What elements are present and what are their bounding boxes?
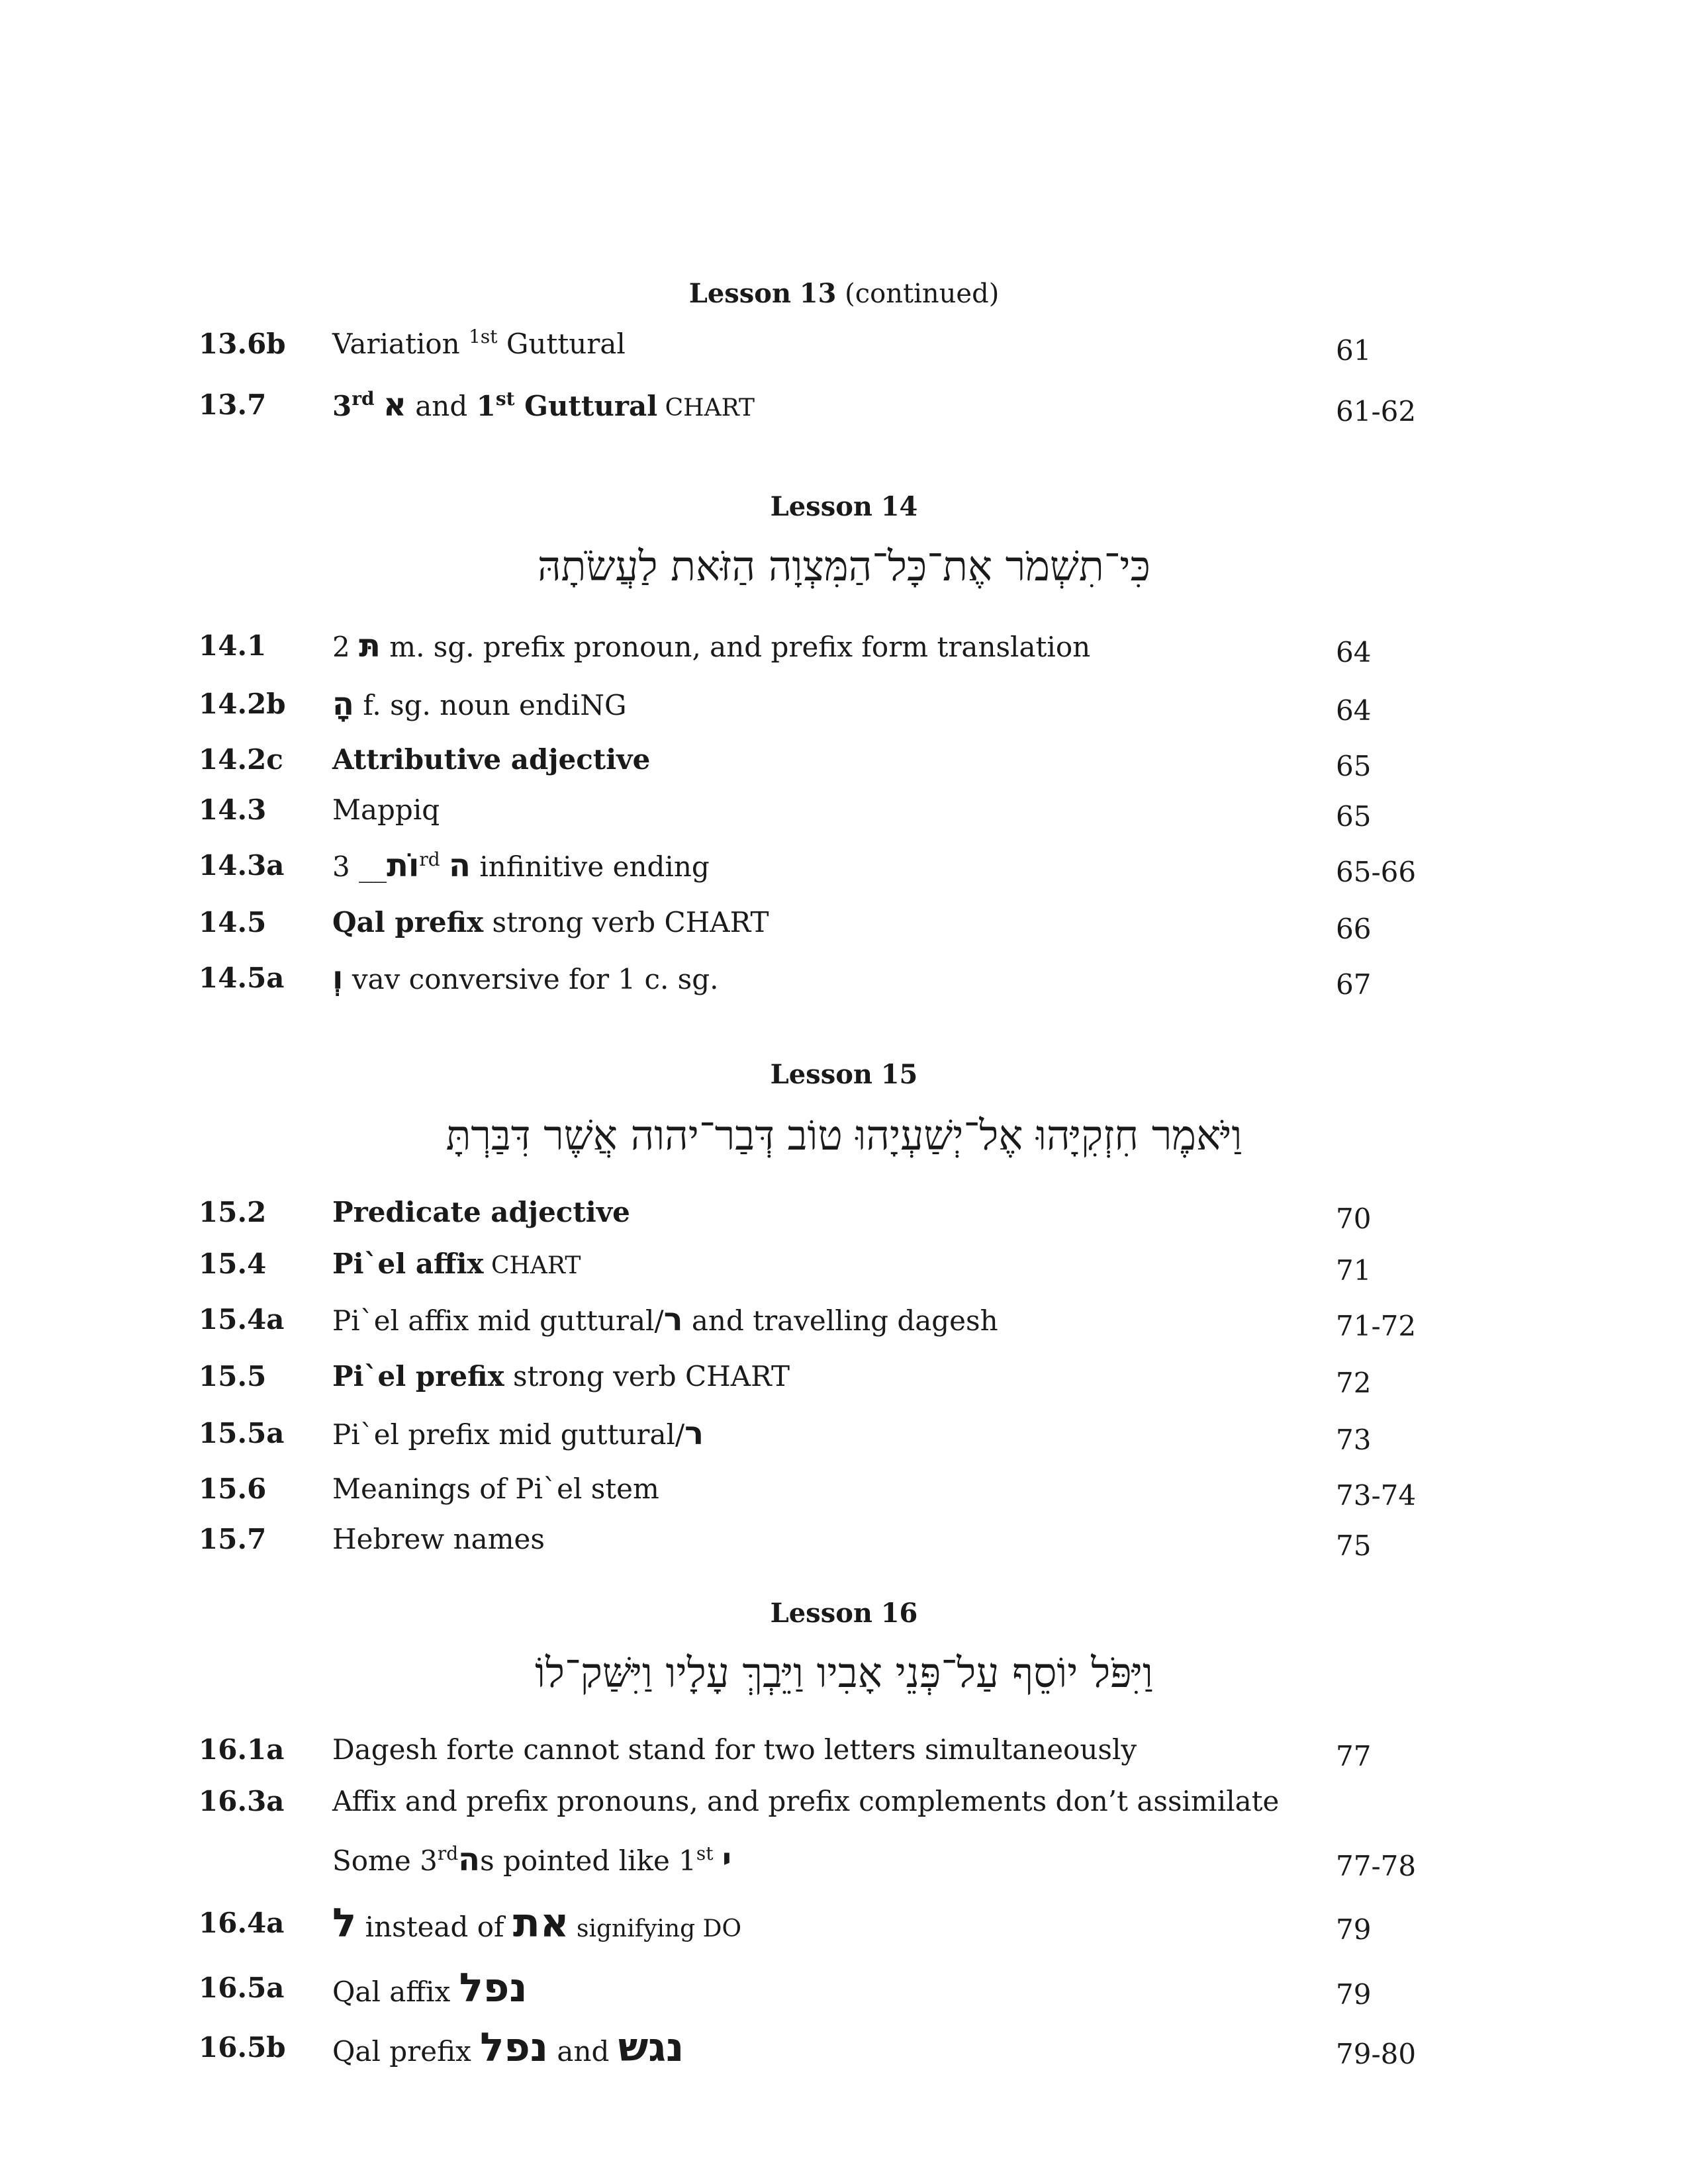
toc-entry bbox=[0, 1415, 1688, 1456]
lesson-16-hebrew-verse: וַיִּפֹּל יוֹסֵף עַל־פְּנֵי אָבִיו וַיֵּבְךְּ עָלָיו וַיִּשַּׁק־לוֹ bbox=[535, 1649, 1153, 1697]
section-number: 16.4a bbox=[199, 1907, 285, 1939]
page-number: 79-80 bbox=[1336, 2038, 1417, 2070]
lesson-word: Lesson bbox=[770, 491, 872, 522]
toc-entry bbox=[0, 960, 1688, 1001]
section-number: 14.3 bbox=[199, 794, 267, 826]
section-title: תּ 2 m. sg. prefix pronoun, and prefix form translation bbox=[332, 627, 1091, 664]
toc-entry bbox=[0, 2025, 1688, 2071]
lesson-number: 15 bbox=[880, 1059, 918, 1090]
lesson-word: Lesson bbox=[688, 278, 792, 309]
section-number: 14.5 bbox=[199, 906, 267, 938]
page-number: 72 bbox=[1336, 1367, 1372, 1399]
section-title: Qal prefix נפל and נגש bbox=[332, 2025, 684, 2071]
toc-entry bbox=[0, 1471, 1688, 1512]
section-title: Pi`el affix mid guttural/ר and travelling dagesh bbox=[332, 1301, 998, 1338]
lesson-note: (continued) bbox=[845, 279, 1000, 309]
section-number: 13.7 bbox=[199, 388, 267, 421]
section-number: 15.4 bbox=[199, 1248, 267, 1280]
lesson-14-heading bbox=[0, 491, 1688, 523]
section-number: 14.3a bbox=[199, 849, 285, 882]
section-title: Pi`el affix CHART bbox=[332, 1248, 581, 1280]
lesson-number: 14 bbox=[880, 491, 918, 522]
section-title: Variation $^{1st}$ Guttural bbox=[332, 326, 626, 360]
toc-entry bbox=[0, 326, 1688, 367]
section-title: Attributive adjective bbox=[332, 743, 651, 776]
page-number: 67 bbox=[1336, 968, 1372, 1001]
lesson-16-heading bbox=[0, 1598, 1688, 1629]
page-number: 73 bbox=[1336, 1424, 1372, 1456]
section-title: וְ vav conversive for 1 c. sg. bbox=[332, 960, 719, 997]
page-number: 71 bbox=[1336, 1254, 1372, 1287]
toc-entry bbox=[0, 1731, 1688, 1772]
section-number: 14.2c bbox=[199, 743, 283, 776]
section-title: Some 3rdהs pointed like 1st י bbox=[332, 1841, 732, 1878]
section-title: וֹת__ 3 $^{rd}$ ה infinitive ending bbox=[332, 847, 710, 884]
page-number: 77-78 bbox=[1336, 1850, 1417, 1882]
section-number: 15.6 bbox=[199, 1473, 267, 1505]
section-number: 15.4a bbox=[199, 1303, 285, 1336]
toc-entry-continuation bbox=[0, 1841, 1688, 1882]
toc-entry bbox=[0, 1301, 1688, 1342]
toc-entry bbox=[0, 1965, 1688, 2011]
section-title: 3rd א and 1st Guttural CHART bbox=[332, 387, 755, 424]
lesson-13-heading bbox=[0, 278, 1688, 310]
section-number: 15.7 bbox=[199, 1523, 267, 1555]
page-number: 71-72 bbox=[1336, 1310, 1417, 1342]
section-title: Pi`el prefix mid guttural/ר bbox=[332, 1415, 704, 1452]
lesson-15-heading bbox=[0, 1059, 1688, 1091]
hebrew-letter: א bbox=[383, 387, 406, 424]
page-number: 70 bbox=[1336, 1203, 1372, 1235]
page-number: 65-66 bbox=[1336, 856, 1417, 888]
section-title: Qal prefix strong verb CHART bbox=[332, 906, 769, 938]
page-number: 65 bbox=[1336, 800, 1372, 833]
toc-entry bbox=[0, 1358, 1688, 1399]
page-number: 77 bbox=[1336, 1740, 1372, 1772]
lesson-word: Lesson bbox=[770, 1059, 872, 1090]
page-number: 64 bbox=[1336, 636, 1372, 668]
page-number: 79 bbox=[1336, 1978, 1372, 2011]
section-title: Pi`el prefix strong verb CHART bbox=[332, 1360, 790, 1392]
toc-entry bbox=[0, 792, 1688, 833]
section-number: 15.5 bbox=[199, 1360, 267, 1392]
toc-entry bbox=[0, 1194, 1688, 1235]
page-number: 61-62 bbox=[1336, 395, 1417, 428]
section-number: 15.2 bbox=[199, 1196, 267, 1228]
section-number: 15.5a bbox=[199, 1417, 285, 1449]
section-title: Affix and prefix pronouns, and prefix complements don’t assimilate bbox=[332, 1785, 1280, 1817]
lesson-15-hebrew-verse: וַיֹּאמֶר חִזְקִיָּהוּ אֶל־יְשַׁעְיָהוּ טוֹב דְּבַר־יהוה אֲשֶׁר דִּבַּרְתָּ bbox=[445, 1111, 1243, 1160]
page-number: 79 bbox=[1336, 1913, 1372, 1946]
lesson-number: 13 bbox=[799, 278, 837, 309]
section-number: 16.5a bbox=[199, 1972, 285, 2004]
toc-entry bbox=[0, 686, 1688, 727]
toc-entry bbox=[0, 1783, 1688, 1820]
section-title: Mappiq bbox=[332, 794, 440, 826]
page-number: 61 bbox=[1336, 334, 1372, 367]
section-number: 16.5b bbox=[199, 2031, 286, 2064]
page-number: 75 bbox=[1336, 1529, 1372, 1562]
section-title: ָה f. sg. noun endiNG bbox=[332, 686, 627, 723]
toc-entry bbox=[0, 741, 1688, 782]
page-number: 65 bbox=[1336, 750, 1372, 782]
toc-entry bbox=[0, 387, 1688, 428]
section-number: 16.1a bbox=[199, 1733, 285, 1766]
lesson-14-hebrew-verse: כִּי־תִשְׁמֹר אֶת־כָּל־הַמִּצְוָה הַזֹּאת לַעֲשֹׂתָהּ bbox=[538, 542, 1150, 590]
section-number: 14.5a bbox=[199, 962, 285, 994]
section-title: Hebrew names bbox=[332, 1523, 545, 1555]
section-number: 14.1 bbox=[199, 629, 267, 662]
section-title: Meanings of Pi`el stem bbox=[332, 1473, 659, 1505]
section-number: 14.2b bbox=[199, 688, 286, 720]
lesson-number: 16 bbox=[880, 1598, 918, 1629]
section-title: Dagesh forte cannot stand for two letters simultaneously bbox=[332, 1733, 1137, 1766]
section-number: 16.3a bbox=[199, 1785, 285, 1817]
page-number: 73-74 bbox=[1336, 1479, 1417, 1512]
page-number: 64 bbox=[1336, 694, 1372, 727]
section-title: Predicate adjective bbox=[332, 1196, 630, 1228]
section-title: Qal affix נפל bbox=[332, 1965, 528, 2011]
toc-entry bbox=[0, 904, 1688, 945]
toc-entry bbox=[0, 1900, 1688, 1946]
toc-entry bbox=[0, 627, 1688, 668]
toc-entry bbox=[0, 847, 1688, 888]
toc-entry bbox=[0, 1246, 1688, 1287]
section-title: ל instead of את signifying DO bbox=[332, 1900, 741, 1946]
lesson-word: Lesson bbox=[770, 1598, 872, 1629]
toc-entry bbox=[0, 1521, 1688, 1562]
section-number: 13.6b bbox=[199, 328, 286, 360]
page-number: 66 bbox=[1336, 913, 1372, 945]
